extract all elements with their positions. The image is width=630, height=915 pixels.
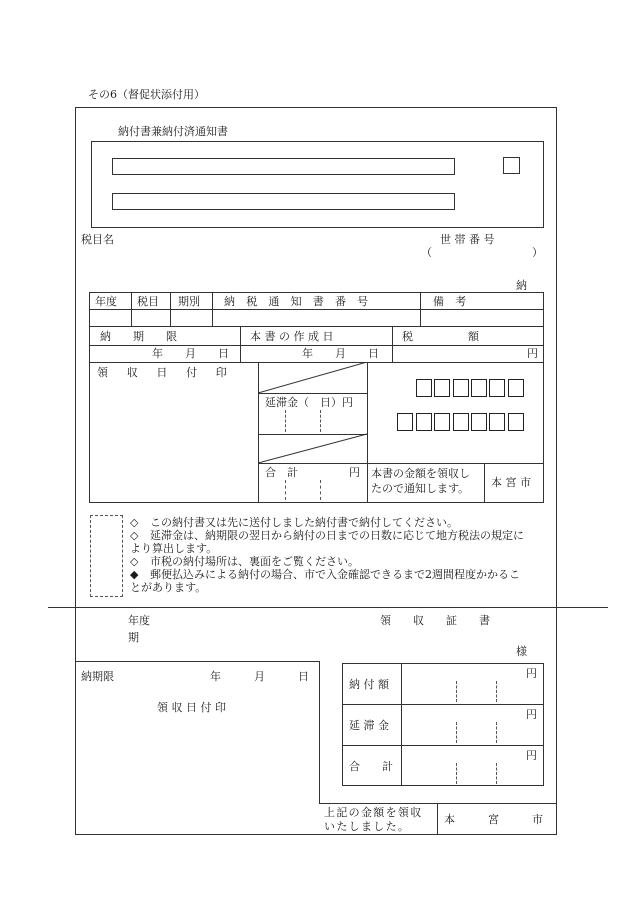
receipt-deadline-ymd: 年 月 日 — [210, 670, 309, 683]
col-period: 期別 — [178, 295, 200, 308]
notice-text-1: 本書の金額を領収し — [371, 467, 470, 480]
section-divider — [48, 607, 608, 608]
yen-1: 円 — [526, 667, 537, 680]
note-item: とがあります。 — [130, 581, 207, 594]
notice-title: 納付書兼納付済通知書 — [118, 125, 228, 138]
note-item: ◆ 郵便払込みによる納付の場合、市で入金確認できるまで2週間程度かかるこ — [130, 568, 520, 581]
col-fiscal-year: 年度 — [95, 295, 117, 308]
address-line-1[interactable] — [112, 158, 455, 175]
receipt-year-label: 年度 — [128, 614, 150, 627]
nou-char: 納 — [516, 279, 527, 292]
check-box[interactable] — [503, 157, 520, 174]
note-item: ◇ 延滞金は、納期限の翌日から納付の日までの日数に応じて地方税法の規定に — [130, 529, 524, 542]
note-item: ◇ 市税の納付場所は、裏面をご覧ください。 — [130, 555, 359, 568]
household-paren-close: ） — [532, 246, 543, 259]
tax-yen: 円 — [527, 347, 538, 360]
created-date-header: 本 書 の 作 成 日 — [250, 330, 334, 343]
tax-amount-header: 税 額 — [402, 330, 479, 343]
row-payment-amount: 納 付 額 — [349, 678, 389, 691]
deadline-ymd: 年 月 日 — [152, 347, 229, 360]
receipt-period-label: 期 — [128, 631, 139, 644]
yen-2: 円 — [526, 708, 537, 721]
diagonal-lines — [258, 362, 368, 464]
receipt-footer-1: 上記の金額を領収 — [324, 806, 423, 819]
col-notice-number: 納 税 通 知 書 番 号 — [224, 295, 373, 308]
household-label: 世 帯 番 号 — [440, 233, 495, 246]
receipt-footer-2: いたしました。 — [324, 820, 411, 833]
deadline-header: 納 期 限 — [100, 330, 177, 343]
created-ymd: 年 月 日 — [302, 347, 379, 360]
receipt-stamp-label: 領 収 日 付 印 — [157, 701, 226, 714]
notice-city: 本 宮 市 — [491, 476, 531, 489]
receipt-sama: 様 — [516, 645, 527, 658]
total-yen: 円 — [349, 466, 360, 479]
notice-text-2: たので通知します。 — [371, 482, 470, 495]
note-item: ◇ この納付書又は先に送付しました納付書で納付してください。 — [130, 516, 458, 529]
receipt-title: 領 収 証 書 — [380, 614, 490, 627]
notes-list — [130, 516, 554, 594]
col-tax-item: 税目 — [137, 295, 159, 308]
row-late-fee: 延 滞 金 — [349, 719, 389, 732]
household-paren-open: （ — [421, 246, 432, 259]
row-total: 合 計 — [349, 760, 393, 773]
receipt-deadline-label: 納期限 — [81, 670, 114, 683]
col-remarks: 備 考 — [433, 295, 471, 308]
form-label: その6（督促状添付用） — [88, 88, 205, 101]
yen-3: 円 — [526, 749, 537, 762]
receipt-city: 本 宮 市 — [444, 813, 543, 826]
address-box — [91, 141, 544, 228]
total-label: 合 計 — [265, 466, 298, 479]
late-fee-label: 延滞金（ 日）円 — [265, 396, 353, 409]
note-item: より算出します。 — [130, 542, 218, 555]
receipt-stamp-label: 領 収 日 付 印 — [97, 366, 231, 379]
seal-box — [90, 515, 123, 597]
address-line-2[interactable] — [112, 193, 455, 210]
tax-name-label: 税目名 — [81, 233, 114, 246]
